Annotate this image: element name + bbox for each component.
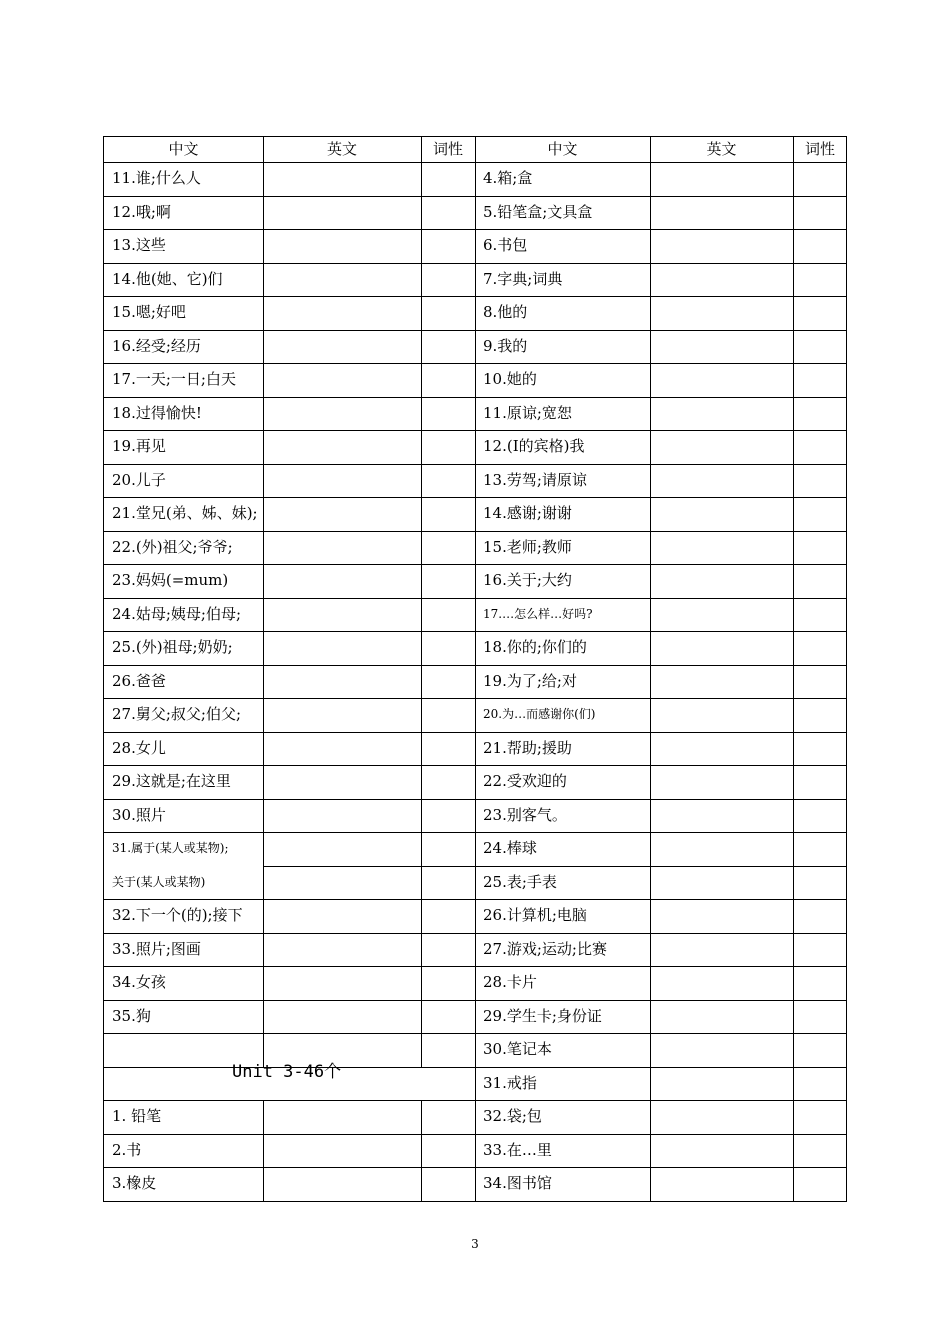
right-chinese-cell: 30.笔记本 bbox=[483, 1040, 552, 1058]
right-chinese-cell: 29.学生卡;身份证 bbox=[483, 1006, 602, 1025]
left-row-line bbox=[104, 229, 475, 230]
header-english-left: 英文 bbox=[326, 140, 357, 158]
left-col-divider-upper bbox=[421, 137, 422, 1067]
left-chinese-cell: 17.一天;一日;白天 bbox=[112, 370, 236, 388]
right-row-line bbox=[475, 330, 847, 331]
left-row-line bbox=[104, 631, 475, 632]
right-chinese-cell: 17.…怎么样…好吗? bbox=[483, 606, 593, 621]
right-row-line bbox=[475, 1100, 847, 1101]
right-chinese-cell: 8.他的 bbox=[483, 303, 528, 321]
left-chinese-cell: 30.照片 bbox=[112, 805, 166, 824]
right-row-line bbox=[475, 1134, 847, 1135]
left-row-line bbox=[104, 330, 475, 331]
left-chinese-cell: 20.儿子 bbox=[112, 470, 166, 489]
left-row-line bbox=[104, 598, 475, 599]
left-chinese-cell: 27.舅父;叔父;伯父; bbox=[112, 705, 242, 723]
right-chinese-cell: 19.为了;给;对 bbox=[483, 671, 577, 690]
right-chinese-cell: 10.她的 bbox=[483, 370, 537, 388]
left-chinese-cell: 25.(外)祖母;奶奶; bbox=[112, 638, 233, 656]
right-row-line bbox=[475, 1167, 847, 1168]
right-chinese-cell: 33.在…里 bbox=[483, 1140, 552, 1159]
left-chinese-cell: 14.他(她、它)们 bbox=[112, 269, 223, 288]
right-row-line bbox=[475, 1000, 847, 1001]
right-row-line bbox=[475, 899, 847, 900]
right-row-line bbox=[475, 430, 847, 431]
left-chinese-cell: 23.妈妈(=mum) bbox=[112, 571, 229, 589]
left-row-line bbox=[104, 1033, 475, 1034]
right-chinese-cell: 13.劳驾;请原谅 bbox=[483, 470, 587, 489]
left-chinese-cell: 2.书 bbox=[112, 1140, 142, 1159]
right-chinese-cell: 21.帮助;援助 bbox=[483, 738, 572, 757]
left-row-line bbox=[104, 296, 475, 297]
left-chinese-cell: 29.这就是;在这里 bbox=[112, 772, 231, 790]
left-row-line bbox=[104, 497, 475, 498]
right-row-line bbox=[475, 665, 847, 666]
right-row-line bbox=[475, 866, 847, 867]
header-pos-left: 词性 bbox=[432, 140, 463, 158]
left-chinese-cell: 21.堂兄(弟、姊、妹); bbox=[112, 504, 258, 522]
left-chinese-cell: 11.谁;什么人 bbox=[112, 169, 201, 187]
left-row-line bbox=[104, 1000, 475, 1001]
header-english-right: 英文 bbox=[706, 140, 737, 158]
right-chinese-cell: 14.感谢;谢谢 bbox=[483, 504, 572, 522]
right-chinese-cell: 31.戒指 bbox=[483, 1073, 537, 1092]
left-col-divider-upper bbox=[263, 137, 264, 1067]
right-row-line bbox=[475, 631, 847, 632]
right-chinese-cell: 15.老师;教师 bbox=[483, 537, 572, 556]
header-chinese-right: 中文 bbox=[547, 140, 578, 158]
left-row-line bbox=[104, 531, 475, 532]
left-chinese-cell: 35.狗 bbox=[112, 1006, 151, 1025]
right-row-line bbox=[475, 296, 847, 297]
left-row-line-partial bbox=[263, 866, 475, 867]
left-row-line bbox=[104, 196, 475, 197]
right-row-line bbox=[475, 765, 847, 766]
left-chinese-cell: 32.下一个(的);接下 bbox=[112, 906, 243, 924]
right-row-line bbox=[475, 497, 847, 498]
left-col-divider-lower bbox=[263, 1100, 264, 1201]
right-chinese-cell: 7.字典;词典 bbox=[483, 269, 563, 288]
left-chinese-cell: 16.经受;经历 bbox=[112, 336, 201, 355]
right-chinese-cell: 24.棒球 bbox=[483, 839, 537, 857]
right-chinese-cell: 9.我的 bbox=[483, 336, 528, 355]
page-number: 3 bbox=[471, 1237, 479, 1251]
left-row-line bbox=[104, 1100, 475, 1101]
left-chinese-cell: 33.照片;图画 bbox=[112, 939, 201, 958]
right-chinese-cell: 6.书包 bbox=[483, 236, 528, 254]
right-chinese-cell: 26.计算机;电脑 bbox=[483, 906, 587, 924]
right-chinese-cell: 22.受欢迎的 bbox=[483, 772, 567, 790]
right-row-line bbox=[475, 263, 847, 264]
left-chinese-cell: 28.女儿 bbox=[112, 738, 166, 757]
left-row-line bbox=[104, 1167, 475, 1168]
left-chinese-cell: 1. 铅笔 bbox=[112, 1107, 162, 1125]
right-row-line bbox=[475, 832, 847, 833]
right-chinese-cell: 23.别客气。 bbox=[483, 805, 567, 824]
right-row-line bbox=[475, 966, 847, 967]
left-row-line bbox=[104, 933, 475, 934]
right-row-line bbox=[475, 933, 847, 934]
right-chinese-cell: 32.袋;包 bbox=[483, 1107, 542, 1125]
right-chinese-cell: 12.(I的宾格)我 bbox=[483, 437, 585, 455]
right-chinese-cell: 18.你的;你们的 bbox=[483, 638, 587, 656]
vocabulary-table bbox=[103, 136, 847, 1202]
right-row-line bbox=[475, 1033, 847, 1034]
left-row-line bbox=[104, 464, 475, 465]
left-row-line bbox=[104, 698, 475, 699]
right-row-line bbox=[475, 564, 847, 565]
right-row-line bbox=[475, 363, 847, 364]
right-chinese-cell: 16.关于;大约 bbox=[483, 571, 572, 589]
left-row-line bbox=[104, 765, 475, 766]
left-row-line bbox=[104, 397, 475, 398]
left-chinese-cell: 15.嗯;好吧 bbox=[112, 303, 186, 321]
left-row-line bbox=[104, 363, 475, 364]
left-row-line bbox=[104, 732, 475, 733]
right-chinese-cell: 34.图书馆 bbox=[483, 1174, 552, 1192]
right-chinese-cell: 11.原谅;宽恕 bbox=[483, 403, 572, 422]
right-row-line bbox=[475, 698, 847, 699]
right-row-line bbox=[475, 598, 847, 599]
left-row-line bbox=[104, 430, 475, 431]
header-pos-right: 词性 bbox=[804, 140, 835, 158]
left-chinese-cell: 12.哦;啊 bbox=[112, 202, 171, 221]
left-chinese-cell: 19.再见 bbox=[112, 437, 166, 455]
right-chinese-cell: 5.铅笔盒;文具盒 bbox=[483, 202, 593, 221]
left-col-divider-lower bbox=[421, 1100, 422, 1201]
left-row-line bbox=[104, 966, 475, 967]
right-chinese-cell: 28.卡片 bbox=[483, 973, 537, 991]
left-chinese-cell: 13.这些 bbox=[112, 236, 166, 254]
right-chinese-cell: 4.箱;盒 bbox=[483, 169, 533, 187]
left-chinese-cell: 31.属于(某人或某物); bbox=[112, 841, 229, 855]
left-chinese-cell: 3.橡皮 bbox=[112, 1174, 157, 1192]
header-bottom-line bbox=[104, 162, 847, 163]
left-chinese-cell: 34.女孩 bbox=[112, 973, 166, 991]
right-row-line bbox=[475, 464, 847, 465]
right-row-line bbox=[475, 799, 847, 800]
right-chinese-cell: 20.为…而感谢你(们) bbox=[483, 707, 596, 721]
left-row-line bbox=[104, 1134, 475, 1135]
right-row-line bbox=[475, 229, 847, 230]
left-row-line bbox=[104, 832, 475, 833]
left-chinese-cell: 关于(某人或某物) bbox=[112, 874, 206, 889]
left-row-line bbox=[104, 899, 475, 900]
right-row-line bbox=[475, 196, 847, 197]
right-row-line bbox=[475, 397, 847, 398]
left-row-line bbox=[104, 665, 475, 666]
right-row-line bbox=[475, 1067, 847, 1068]
right-row-line bbox=[475, 732, 847, 733]
unit-heading: Unit 3-46个 bbox=[232, 1061, 342, 1082]
right-chinese-cell: 27.游戏;运动;比赛 bbox=[483, 939, 607, 958]
left-chinese-cell: 26.爸爸 bbox=[112, 671, 166, 690]
right-row-line bbox=[475, 531, 847, 532]
left-row-line bbox=[104, 263, 475, 264]
left-chinese-cell: 24.姑母;姨母;伯母; bbox=[112, 604, 242, 623]
right-chinese-cell: 25.表;手表 bbox=[483, 872, 557, 891]
header-chinese-left: 中文 bbox=[168, 140, 199, 158]
left-row-line bbox=[104, 564, 475, 565]
left-row-line bbox=[104, 799, 475, 800]
left-chinese-cell: 18.过得愉快! bbox=[112, 403, 202, 422]
left-chinese-cell: 22.(外)祖父;爷爷; bbox=[112, 537, 233, 556]
